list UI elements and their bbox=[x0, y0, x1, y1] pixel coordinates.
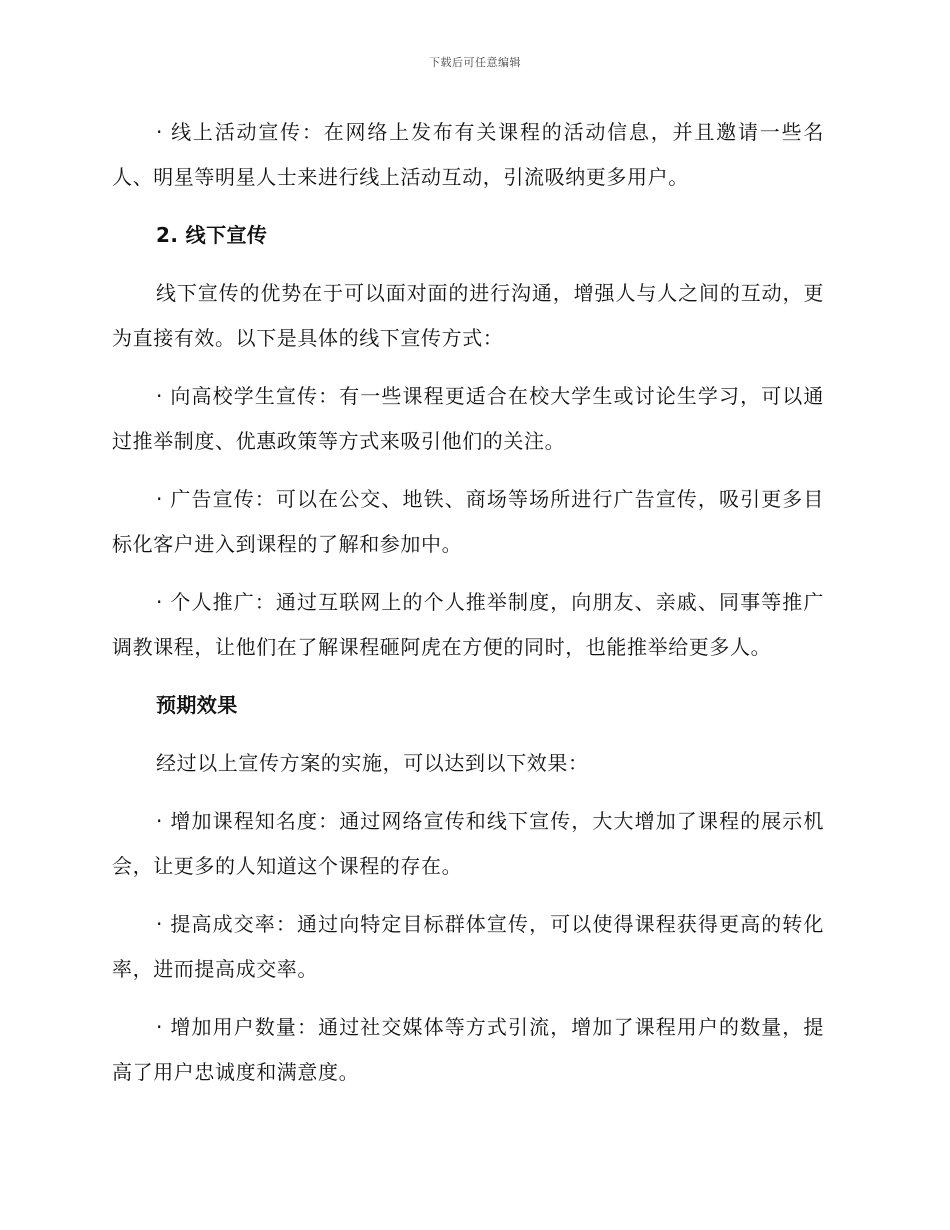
section-heading-expected-results: 预期效果 bbox=[156, 693, 238, 717]
paragraph-university-students: · 向高校学生宣传：有一些课程更适合在校大学生或讨论生学习，可以通过推举制度、优惠政策等方式来吸引他们的关注。 bbox=[112, 384, 824, 453]
paragraph-personal-promotion: · 个人推广：通过互联网上的个人推举制度，向朋友、亲戚、同事等推广调教课程，让他们在了解课程砸阿虎在方便的同时，也能推举给更多人。 bbox=[112, 590, 824, 659]
paragraph-user-growth: · 增加用户数量：通过社交媒体等方式引流，增加了课程用户的数量，提高了用户忠诚度和满意度。 bbox=[112, 1015, 824, 1084]
header-note: 下载后可任意编辑 bbox=[429, 56, 521, 69]
paragraph-course-awareness: · 增加课程知名度：通过网络宣传和线下宣传，大大增加了课程的展示机会，让更多的人知道这个课程的存在。 bbox=[112, 809, 824, 878]
section-heading-offline: 2. 线下宣传 bbox=[156, 223, 268, 247]
paragraph-results-intro: 经过以上宣传方案的实施，可以达到以下效果： bbox=[156, 751, 589, 775]
paragraph-conversion-rate: · 提高成交率：通过向特定目标群体宣传，可以使得课程获得更高的转化率，进而提高成交率。 bbox=[112, 912, 824, 981]
paragraph-offline-intro: 线下宣传的优势在于可以面对面的进行沟通，增强人与人之间的互动，更为直接有效。以下是具体的线下宣传方式： bbox=[112, 281, 824, 350]
paragraph-online-activity: · 线上活动宣传：在网络上发布有关课程的活动信息，并且邀请一些名人、明星等明星人士来进行线上活动互动，引流吸纳更多用户。 bbox=[112, 120, 824, 189]
paragraph-advertising: · 广告宣传：可以在公交、地铁、商场等场所进行广告宣传，吸引更多目标化客户进入到课程的了解和参加中。 bbox=[112, 487, 824, 556]
document-body bbox=[112, 110, 824, 1095]
